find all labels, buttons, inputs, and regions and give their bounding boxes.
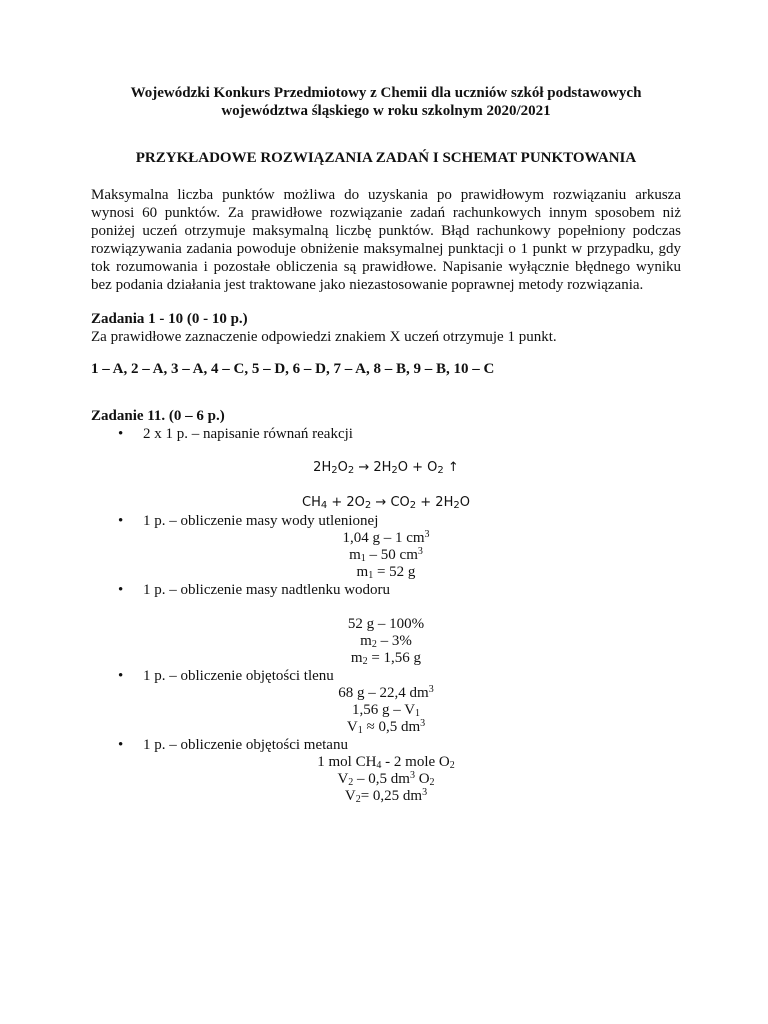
list-item: • 1 p. – obliczenie masy nadtlenku wodoru [91, 581, 681, 599]
task-11-criteria-list [91, 425, 681, 443]
task-11-section [91, 407, 681, 805]
document-page [91, 84, 681, 805]
list-item: • 1 p. – obliczenie objętości tlenu [91, 667, 681, 685]
tasks-1-10-heading: Zadania 1 - 10 (0 - 10 p.) [91, 311, 248, 327]
calculation-water-mass: 1,04 g – 1 $cm^3$ $m_1 - 50$ $cm^3$ $m_1 = 52$ g [342, 529, 430, 581]
calculation-methane-volume: 1 mol $CH_4 - 2$ mole $O_2$ $V_2 - 0,5$ $dm^3$ $O_2$ $V_2= 0,25$ $dm^3$ [317, 754, 455, 805]
calculation-oxygen-volume: 68 g – 22,4 $dm^3$ 1,56 g – $V_1$ $V_1 \approx 0,5$ $dm^3$ [338, 684, 434, 736]
task-11-heading: Zadanie 11. (0 – 6 p.) [91, 408, 225, 424]
document-title-line2: województwa śląskiego w roku szkolnym 2020/2021 [221, 103, 551, 119]
list-item: • 1 p. – obliczenie objętości metanu [91, 736, 681, 754]
list-item: • 1 p. – obliczenie masy wody utlenionej [91, 512, 681, 530]
intro-paragraph: Maksymalna liczba punktów możliwa do uzyskania po prawidłowym rozwiązaniu arkusza wynosi 60 punktów. Za prawidłowe rozwiązanie zadań rachunkowych innym sposobem niż poniżej uczeń otrzymuje maksymalną liczbę punktów. Błąd rachunkowy popełniony podczas rozwiązywania zadania powoduje obniżenie maksymalnej punktacji o 1 punkt w przypadku, gdy tok rozumowania i pozostałe obliczenia są prawidłowe. Napisanie wyłącznie błędnego wyniku bez podania działania jest traktowane jako niezastosowanie poprawnej metody rozwiązania. [91, 187, 681, 293]
calculation-peroxide-mass: 52 g – 100% $m_2 - 3\%$ $m_2 = 1,56$ g [347, 616, 425, 667]
tasks-1-10-rule: Za prawidłowe zaznaczenie odpowiedzi znakiem X uczeń otrzymuje 1 punkt. [91, 329, 557, 345]
document-subtitle: PRZYKŁADOWE ROZWIĄZANIA ZADAŃ I SCHEMAT PUNKTOWANIA [135, 150, 637, 166]
document-title-line1: Wojewódzki Konkurs Przedmiotowy z Chemii dla uczniów szkół podstawowych [130, 85, 642, 101]
tasks-1-10-section [91, 310, 681, 378]
answer-key: 1 – A, 2 – A, 3 – A, 4 – C, 5 – D, 6 – D, 7 – A, 8 – B, 9 – B, 10 – C [91, 361, 495, 377]
list-item: • 2 x 1 p. – napisanie równań reakcji [91, 425, 681, 443]
equation-methane-combustion: $CH_4 + 2O_2 \to CO_2 + 2H_2O$ [302, 495, 470, 511]
equation-peroxide-decomposition: $2H_2O_2 \to 2H_2O + O_2$ ↑ [313, 460, 459, 476]
